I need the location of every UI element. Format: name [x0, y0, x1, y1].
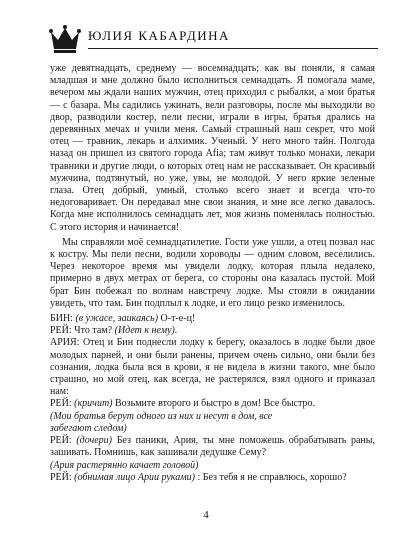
- stage-direction: забегают следом): [50, 422, 127, 434]
- speaker-name: БИН:: [50, 313, 73, 325]
- header-rule: [88, 48, 378, 49]
- dialogue-line: [50, 325, 375, 337]
- speaker-name: РЕЙ:: [50, 398, 72, 410]
- page-body: [50, 63, 375, 484]
- dialogue-line: [50, 435, 375, 459]
- speaker-name: РЕЙ:: [50, 435, 72, 447]
- speech-text: О-т-е-ц!: [160, 313, 196, 325]
- speech-text: Без паники, Ария, ты мне поможешь обрабатывать раны, зашивать. Помнишь, как зашивали дедушке Сему?: [50, 435, 375, 459]
- paragraph: Мы справляли моё семнадцатилетие. Гости уже ушли, а отец позвал нас к костру. Мы пели песни, водили хороводы — одним словом, веселились. Через некоторое время мы увидели лодку, которая плыла недалеко, примерно в двух метрах от берега, со стороны она казалась пустой. Мой брат Бин побежал по волнам навстречу лодке. Мы стояли в ожидании увидеть, что там. Бин подплыл к лодке, и его лицо резко изменилось.: [50, 236, 375, 309]
- stage-direction: (обнимая лицо Арии руками): [74, 471, 195, 483]
- speech-text: Отец и Бин поднесли лодку к берегу, оказалось в лодке были двое молодых парней, и они были ранены, причем очень сильно, они были без сознания, лодка была вся в крови, я не видела в жизни такого, мне было страшно, но мой отец, как всегда, не растерялся, взял одного и приказал нам:: [50, 337, 375, 398]
- dialogue-line: [50, 337, 375, 398]
- stage-direction: (Мои братья берут одного из них и несут в дом, все: [50, 410, 273, 422]
- page-header: [48, 20, 378, 60]
- dialogue-line: [50, 398, 375, 410]
- stage-direction: (дочери): [76, 435, 113, 447]
- stage-direction: (в ужасе, заикаясь): [75, 313, 159, 325]
- stage-direction: (кричит): [74, 398, 113, 410]
- speech-text: : Без тебя я не справлюсь, хорошо?: [197, 471, 347, 483]
- speaker-name: АРИЯ:: [50, 337, 80, 349]
- author-name: ЮЛИЯ КАБАРДИНА: [88, 28, 230, 43]
- speaker-name: РЕЙ:: [50, 325, 72, 337]
- speaker-name: РЕЙ:: [50, 471, 72, 483]
- page-number: 4: [203, 509, 209, 521]
- speech-text: Возьмите второго и быстро в дом! Все быстро.: [115, 398, 316, 410]
- stage-direction: (Идет к нему).: [114, 325, 178, 337]
- crown-icon: [48, 22, 82, 56]
- dialogue-line: [50, 472, 375, 484]
- paragraph: уже девятнадцать, среднему — восемнадцать; как вы поняли, я самая младшая и мне должно было исполниться семнадцать. Я помогала маме, вечером мы ждали наших мужчин, отец приходил с рыбалки, а мои братья — с базара. Мы садились ужинать, вели разговоры, после мы выходили во двор, разводили костер, пели песни, играли в игры, братья дрались на деревянных мечах и учили меня. Самый страшный наш секрет, что мой отец — травник, лекарь и алхимик. Ученый. У него много тайн. Полгода назад он пришел из святого города Afia; там живут только монахи, лекари травники и другие люди, о которых отец нам не рассказывает. Он красивый мужчина, подтянутый, но уже, увы, не молодой. У него яркие зеленые глаза. Отец добрый, умный, столько всего знает и всегда что-то недоговаривает. Он передавал мне свои знания, и мне все легко давалось. Когда мне исполнилось семнадцать лет, моя жизнь поменялась полностью. С этого история и начинается!: [50, 63, 375, 233]
- speech-text: Что там?: [74, 325, 113, 337]
- dialogue-line: [50, 313, 375, 325]
- stage-direction: (Ария растерянно качает головой): [50, 459, 199, 471]
